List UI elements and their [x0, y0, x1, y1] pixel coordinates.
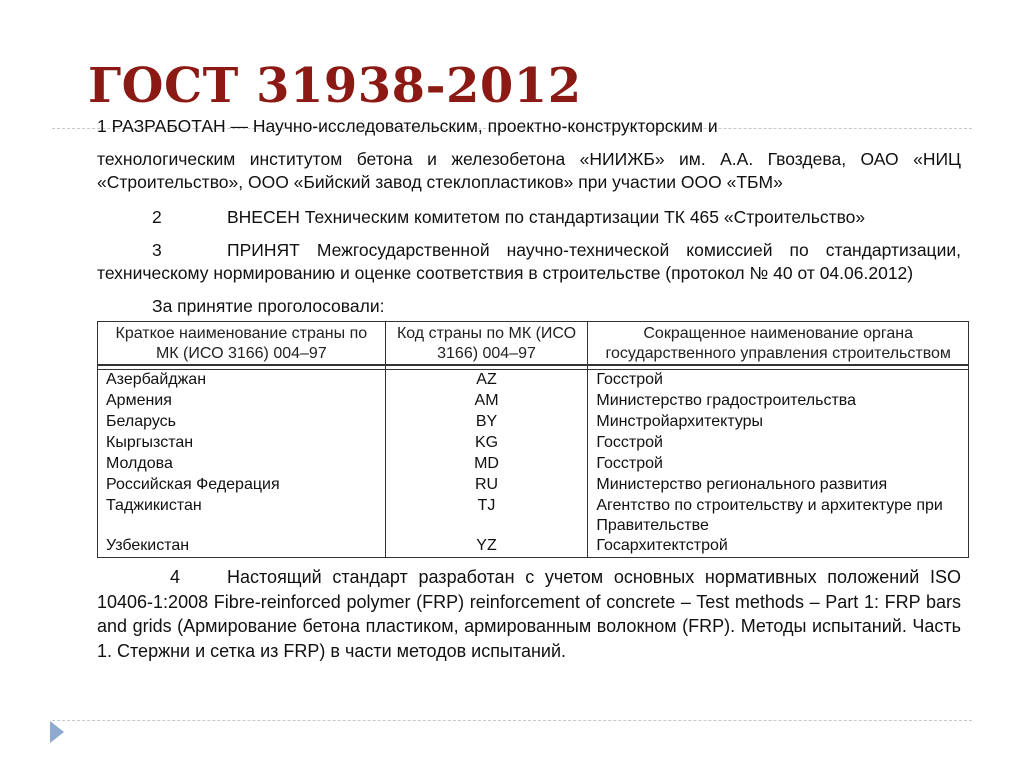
header-country: Краткое наименование страны по МК (ИСО 3166) 004–97	[98, 322, 386, 366]
country-cell: Таджикистан	[98, 496, 386, 536]
code-cell: AM	[385, 391, 588, 412]
vote-label: За принятие проголосовали:	[152, 296, 385, 316]
code-cell: RU	[385, 475, 588, 496]
authority-cell: Министерство градостроительства	[588, 391, 969, 412]
table-row	[98, 536, 969, 558]
developers-paragraph: технологическим институтом бетона и железобетона «НИИЖБ» им. А.А. Гвоздева, ОАО «НИЦ «Строительство», ООО «Бийский завод стеклопластиков» при участии ООО «ТБМ»	[97, 149, 961, 192]
authority-cell: Госстрой	[588, 454, 969, 475]
section-4	[97, 565, 961, 663]
slide-title: ГОСТ 31938-2012	[88, 58, 582, 114]
authority-cell: Госстрой	[588, 433, 969, 454]
code-cell: KG	[385, 433, 588, 454]
section-3-text: ПРИНЯТ Межгосударственной научно-технической комиссией по стандартизации, техническому нормированию и оценке соответствия в строительстве (протокол № 40 от 04.06.2012)	[97, 240, 961, 283]
code-cell: YZ	[385, 536, 588, 558]
section-4-text: Настоящий стандарт разработан с учетом основных нормативных положений ISO 10406-1:2008 Fibre-reinforced polymer (FRP) reinforcement of concrete – Test methods – Part 1: FRP bars and grids (Армирование бетона пластиком, армированным волокном (FRP). Методы испытаний. Часть 1. Стержни и сетка из FRP) в части методов испытаний.	[97, 567, 961, 661]
authority-cell: Госстрой	[588, 370, 969, 392]
code-cell: MD	[385, 454, 588, 475]
section-2-number: 2	[152, 207, 162, 227]
voting-table	[97, 321, 969, 558]
bottom-divider	[52, 720, 972, 721]
cut-off-line	[97, 115, 961, 138]
table-row	[98, 370, 969, 392]
authority-cell: Минстройархитектуры	[588, 412, 969, 433]
header-code: Код страны по МК (ИСО 3166) 004–97	[385, 322, 588, 366]
authority-cell: Агентство по строительству и архитектуре при Правительстве	[588, 496, 969, 536]
country-cell: Армения	[98, 391, 386, 412]
table-row	[98, 475, 969, 496]
code-cell: TJ	[385, 496, 588, 536]
table-header-row	[98, 322, 969, 366]
section-2-text: ВНЕСЕН Техническим комитетом по стандартизации ТК 465 «Строительство»	[227, 207, 866, 227]
country-cell: Узбекистан	[98, 536, 386, 558]
header-authority: Сокращенное наименование органа государственного управления строительством	[588, 322, 969, 366]
section-3-number: 3	[152, 240, 162, 260]
country-cell: Молдова	[98, 454, 386, 475]
table-row	[98, 454, 969, 475]
country-cell: Беларусь	[98, 412, 386, 433]
country-cell: Российская Федерация	[98, 475, 386, 496]
country-cell: Азербайджан	[98, 370, 386, 392]
triangle-right-icon[interactable]	[50, 721, 64, 743]
document-scan	[97, 116, 961, 720]
section-2	[97, 206, 961, 229]
country-cell: Кыргызстан	[98, 433, 386, 454]
authority-cell: Госархитектстрой	[588, 536, 969, 558]
table-row	[98, 433, 969, 454]
code-cell: BY	[385, 412, 588, 433]
code-cell: AZ	[385, 370, 588, 392]
section-4-number: 4	[170, 567, 181, 587]
section-3	[97, 239, 961, 285]
table-row	[98, 412, 969, 433]
table-row	[98, 391, 969, 412]
table-row	[98, 496, 969, 536]
authority-cell: Министерство регионального развития	[588, 475, 969, 496]
cut-line-text: 1 РАЗРАБОТАН — Научно-исследовательским, проектно-конструкторским и	[97, 116, 718, 136]
